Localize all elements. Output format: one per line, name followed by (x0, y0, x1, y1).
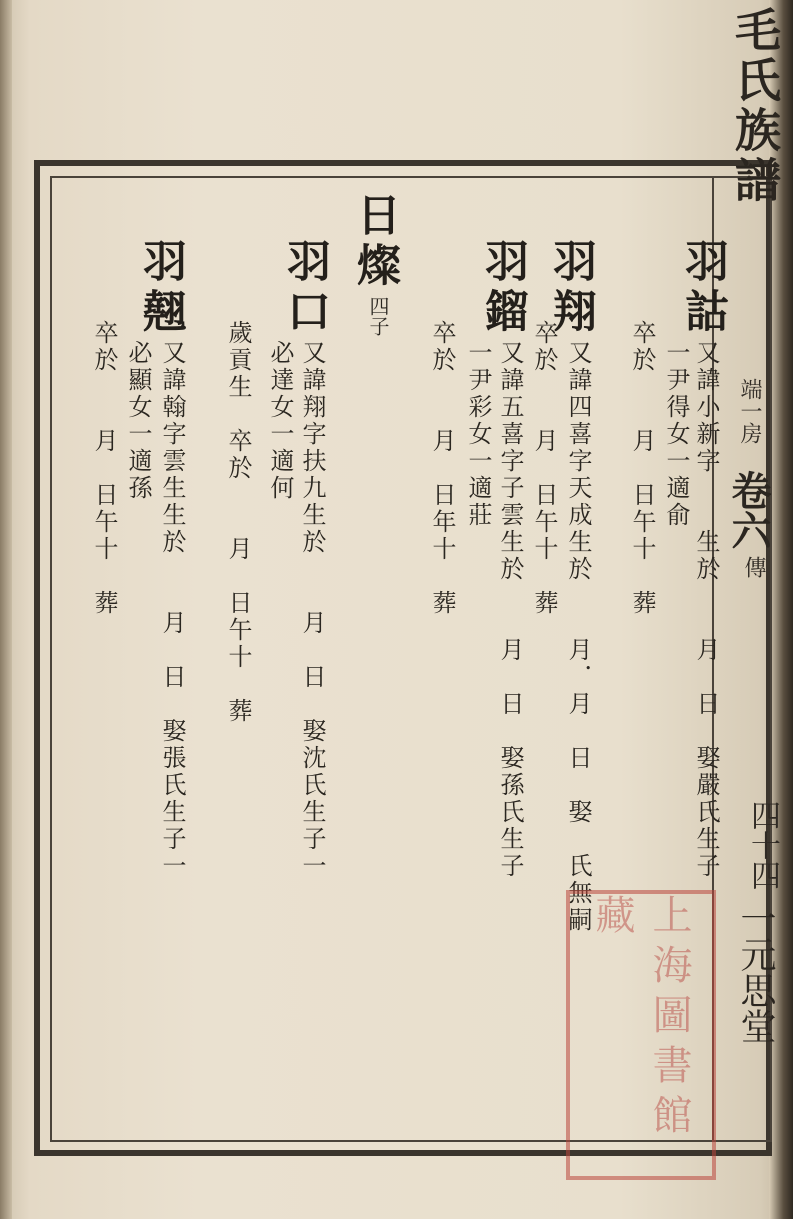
entry-line-yu-kou-1: 又諱翔字扶九生於 月 日 娶沈氏生子一 (298, 340, 326, 880)
entry-name-yu-kou: 羽口 (279, 238, 330, 338)
entry-line-yu-kou-2: 必達女一適何 (266, 340, 294, 502)
entry-line-yu-gu-2: 一尹得女一適俞 (662, 340, 690, 529)
entry-line-yu-liu-1: 又諱五喜字子雲生於 月 日 娶孫氏生子 (496, 340, 524, 880)
entry-rank-ri-can: 四子 (366, 296, 390, 336)
book-title: 毛氏族譜 (728, 6, 782, 206)
entry-line-yu-qiao-3: 卒於 月 日午十 葬 (90, 320, 118, 617)
seal-text: 上海圖書館藏 (589, 894, 692, 1144)
entry-line-yu-liu-3: 卒於 月 日年十 葬 (428, 320, 456, 617)
entry-line-yu-gu-1: 又諱小新字 生於 月 日 娶嚴氏生子 (692, 340, 720, 880)
entry-line-yu-qiao-2: 必顯女一適孫 (124, 340, 152, 502)
section-label: 傳 (741, 556, 766, 578)
entry-name-ri-can: 日燦 (349, 192, 400, 292)
entry-line-yu-kou-3: 歲貢生 卒於 月 日午十 葬 (224, 320, 252, 725)
left-binding-edge (0, 0, 12, 1219)
entry-line-yu-xiang-1: 又諱四喜字天成生於 月．月 日 娶 氏無嗣 (564, 340, 592, 934)
entry-name-yu-qiao: 羽翹 (135, 238, 186, 338)
entry-line-yu-gu-3: 卒於 月 日午十 葬 (628, 320, 656, 617)
entry-name-yu-liu: 羽鎦 (477, 238, 528, 338)
branch-label: 端一房 (737, 378, 762, 444)
folio-number: 四十四 (745, 800, 780, 890)
entry-line-yu-liu-2: 一尹彩女一適莊 (464, 340, 492, 529)
entry-line-yu-xiang-2: 卒於 月 日午十 葬 (530, 320, 558, 617)
volume-label: 卷六 (725, 470, 772, 550)
hall-name: 一元思堂 (735, 900, 776, 1044)
library-seal-stamp (566, 890, 716, 1180)
entry-name-yu-xiang: 羽翔 (545, 238, 596, 338)
entry-name-yu-gu: 羽詁 (677, 238, 728, 338)
entry-line-yu-qiao-1: 又諱翰字雲生生於 月 日 娶張氏生子一 (158, 340, 186, 880)
